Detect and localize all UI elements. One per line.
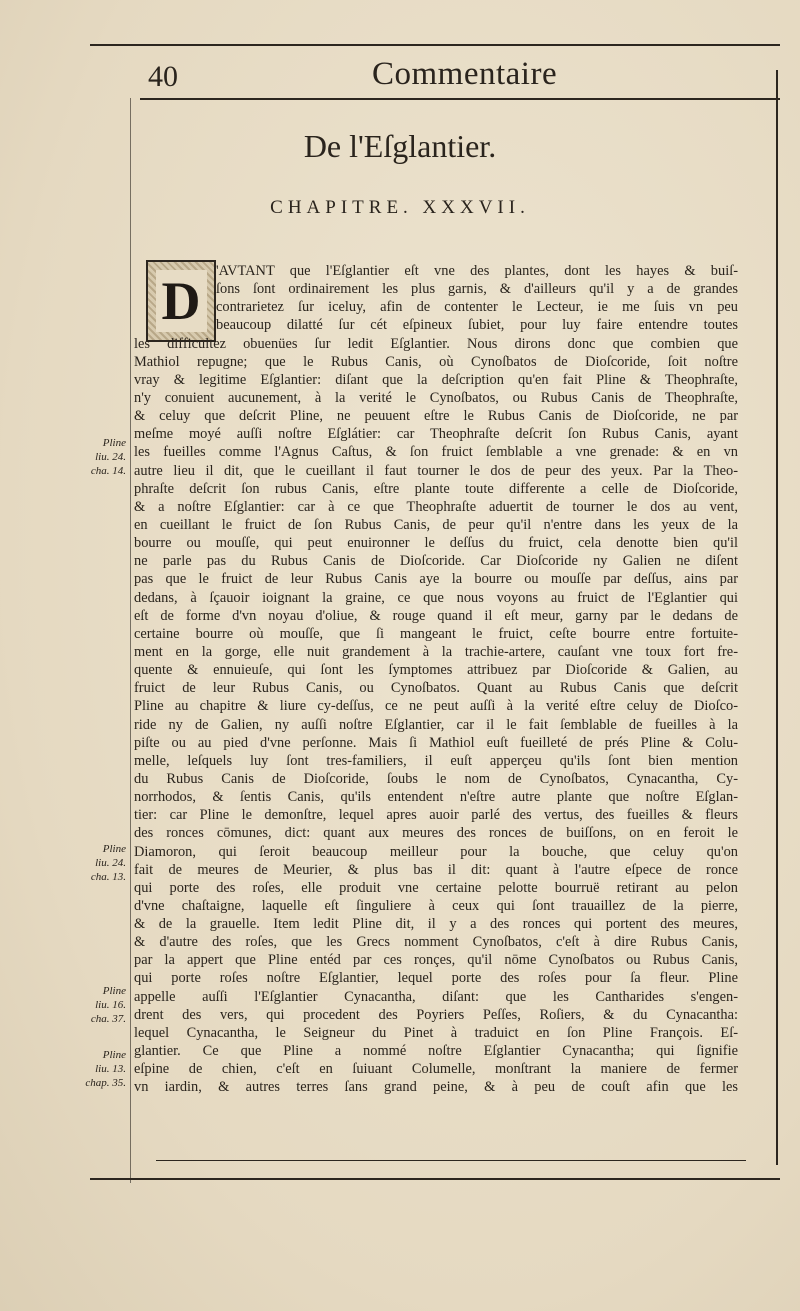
text-line: vray & legitime Eſglantier: diſant que la deſcription qu'en fait Pline & Theophraſte, <box>134 371 738 388</box>
margin-note-line: Pline <box>102 437 126 449</box>
page-number: 40 <box>148 60 178 93</box>
running-head <box>140 52 780 98</box>
margin-note <box>84 984 126 1026</box>
text-line: Mathiol repugne; que le Rubus Canis, où Cynoſbatos de Dioſcoride, ſoit noſtre <box>134 353 738 370</box>
bottom-rule-upper <box>156 1160 746 1161</box>
bottom-rule-lower <box>90 1178 780 1180</box>
text-line: bourre ou mouſſe, qui peut enuironner le deſſus du fruict, cela denotte bien qu'il <box>134 535 738 552</box>
text-line: les difficultez obuenües ſur ledit Eſglantier. Nous dirons donc que combien que <box>134 335 738 352</box>
running-title: Commentaire <box>372 56 558 92</box>
margin-note <box>84 842 126 884</box>
text-line: par la appert que Pline entéd par ces ronçes, qu'il nōme Cynoſbatos ou Rubus Canis, <box>134 952 738 969</box>
top-rule <box>90 44 780 46</box>
text-line: vn iardin, & autres terres ſans grand peine, & à peu de couſt afin que les <box>134 1079 738 1096</box>
margin-note-line: liu. 13. <box>95 1063 126 1075</box>
text-line: glantier. Ce que Pline a nommé noſtre Eſglantier Cynacantha; qui ſignifie <box>134 1043 738 1060</box>
text-line: pas que le fruict de leur Rubus Canis aye la bourre ou mouſſe par deſſus, ains par <box>134 571 738 588</box>
text-line: tier: car Pline le demonſtre, lequel apres auoir parlé des vertus, des fueilles & fleurs <box>134 807 738 824</box>
left-frame-rule <box>130 98 131 1183</box>
text-line: & de la grauelle. Item ledit Pline dit, il y a des ronces qui portent des meures, <box>134 916 738 933</box>
text-line: des ronces cōmunes, dict: quant aux meures des ronces de buiſſons, on en feroit le <box>134 825 738 842</box>
text-line: & celuy que deſcrit Pline, ne peuuent eſtre le Rubus Canis de Dioſcoride, ne par <box>134 408 738 425</box>
text-line: beaucoup dilatté ſur cét eſpineux ſubiet, pour luy faire entendre toutes <box>216 317 738 334</box>
text-line: phraſte deſcrit ſon rubus Canis, eſtre plante toute differente a celle de Dioſcoride, <box>134 480 738 497</box>
text-line: n'y conuient aucunement, à la verité le Cynoſbatos, ou Rubus Canis de Theophraſte, <box>134 389 738 406</box>
text-line: ment en la gorge, elle nuit grandement à la trachie-artere, cauſant vne toux fort fre- <box>134 643 738 660</box>
text-line: meſme moyé auſſi noſtre Eſglátier: car Theophraſte deſcrit ſon Rubus Canis, ayant <box>134 426 738 443</box>
text-line: Diamoron, qui ſeroit beaucoup meilleur pour la bouche, que celuy qu'on <box>134 843 738 860</box>
text-line: qui porte des roſes, elle produit vne certaine pelotte bourruë retirant au pelon <box>134 879 738 896</box>
text-line: certaine bourre où mouſſe, que ſi mangeant le fruict, ceſte bourre entre fortuite- <box>134 625 738 642</box>
text-line: ſons ſont ordinairement les plus garnis, & d'ailleurs qu'il y a de grandes <box>216 281 738 298</box>
text-line: fait de meures de Meurier, & plus bas il dit: quant à l'autre eſpece de ronce <box>134 861 738 878</box>
text-line: melle, leſquels luy ſont tres-familiers, il euſt apperçeu qu'ils ſont bien mention <box>134 752 738 769</box>
margin-note-line: cha. 14. <box>90 465 126 477</box>
text-line: qui porte roſes noſtre Eſglantier, lequel porte des roſes pour ſa fleur. Pline <box>134 970 738 987</box>
text-line: contrarietez ſur iceluy, afin de contenter le Lecteur, ie me ſuis vn peu <box>216 299 738 316</box>
margin-note-line: liu. 16. <box>95 999 126 1011</box>
margin-note-line: Pline <box>102 843 126 855</box>
drop-cap-letter: D <box>156 270 207 332</box>
margin-note-line: Pline <box>102 1049 126 1061</box>
margin-note-line: cha. 37. <box>90 1013 126 1025</box>
text-line: lequel Cynacantha, le Seigneur du Pinet à traduict en ſon Pline François. Eſ- <box>134 1024 738 1041</box>
text-line: quente & ennuieuſe, qui ſont les ſymptomes attribuez par Dioſcoride & Galien, au <box>134 662 738 679</box>
text-line: norrhodos, & ſentis Canis, qu'ils entendent n'eſtre autre plante que noſtre Eſglan- <box>134 789 738 806</box>
margin-note-line: cha. 13. <box>90 871 126 883</box>
text-line: fruict de leur Rubus Canis, ou Cynoſbatos. Quant au Rubus Canis que deſcrit <box>134 680 738 697</box>
body-text <box>134 262 738 1096</box>
text-line: piſte ou au pied d'vne perſonne. Mais ſi Mathiol euſt fueilleté de prés Pline & Colu- <box>134 734 738 751</box>
text-line: & a noſtre Eſglantier: car à ce que Theophraſte aduertit de tourner le dos au vent, <box>134 498 738 515</box>
text-line: & d'autre des roſes, que les Grecs nomment Cynoſbatos, c'eſt à dire Rubus Canis, <box>134 934 738 951</box>
text-line: 'AVTANT que l'Eſglantier eſt vne des plantes, dont les hayes & buiſ- <box>216 263 738 279</box>
text-line: dedans, à ſçauoir ioignant la graine, ce que nous voyons au fruict de l'Eglantier qui <box>134 589 738 606</box>
text-line: du Rubus Canis de Dioſcoride, ſoubs le nom de Cynoſbatos, Cynacantha, Cy- <box>134 770 738 787</box>
text-line: ne parle pas du Rubus Canis de Dioſcoride. Car Dioſcoride ny Galien ne diſent <box>134 553 738 570</box>
text-line: eſpine de chien, c'eſt en ſuiuant Columelle, monſtrant la maniere de fermer <box>134 1061 738 1078</box>
text-line: d'vne chaſtaigne, laquelle eſt ſinguliere à ceux qui ſont trauaillez de la pierre, <box>134 897 738 914</box>
head-rule <box>140 98 780 100</box>
chapter-title: De l'Eſglantier. <box>303 128 497 164</box>
text-line: les fueilles comme l'Agnus Caſtus, & ſon fruict ſemblable a vne grenade: & en vn <box>134 444 738 461</box>
margin-note-line: Pline <box>102 985 126 997</box>
margin-note-line: chap. 35. <box>85 1077 126 1089</box>
margin-note <box>84 1048 126 1090</box>
margin-note-line: liu. 24. <box>95 451 126 463</box>
text-line: appelle auſſi l'Eſglantier Cynacantha, diſant: que les Cantharides s'engen- <box>134 988 738 1005</box>
margin-note <box>84 436 126 478</box>
text-line: autre lieu il dit, que le cueillant il faut tourner le dos de peur des yeux. Par la Theo- <box>134 462 738 479</box>
chapter-number: CHAPITRE. XXXVII. <box>270 197 530 218</box>
text-line: drent des vers, qui procedent des Poyriers Peſſes, Roſiers, & du Cynacantha: <box>134 1006 738 1023</box>
text-line: en cueillant le fruict de ſon Rubus Canis, de peur qu'il n'entre dans les yeux de la <box>134 516 738 533</box>
right-frame-rule <box>776 70 778 1165</box>
text-line: Pline au chapitre & liure cy-deſſus, ce ne peut auſſi à la verité eſtre celuy de Dioſco- <box>134 698 738 715</box>
text-line: eſt de forme d'vn noyau d'oliue, & rouge quand il eſt meur, garny par le dedans de <box>134 607 738 624</box>
text-line: ride ny de Galien, ny auſſi noſtre Eſglantier, car il le fait ſemblable de fueilles à la <box>134 716 738 733</box>
margin-note-line: liu. 24. <box>95 857 126 869</box>
